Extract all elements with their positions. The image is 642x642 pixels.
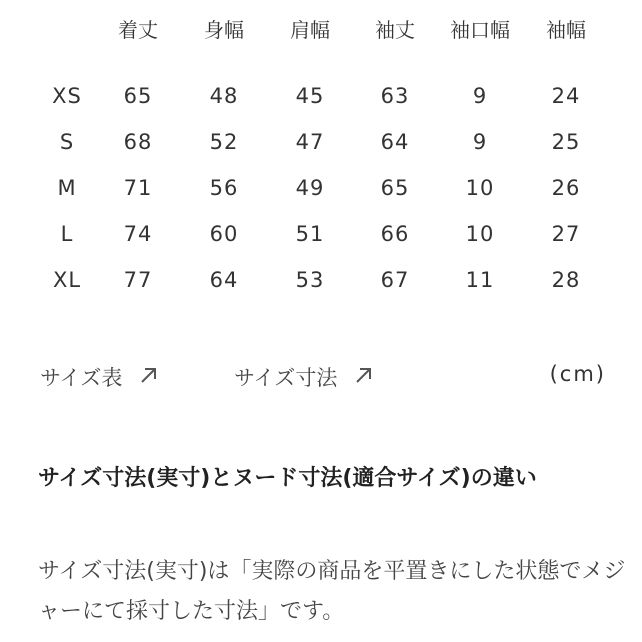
table-cell: 25 xyxy=(551,130,581,154)
table-cell: 56 xyxy=(209,176,239,200)
table-cell: 27 xyxy=(551,222,581,246)
size-chart-link-label: サイズ表 xyxy=(40,366,123,390)
size-chart-link[interactable] xyxy=(40,362,160,392)
table-header-cell: 肩幅 xyxy=(290,18,330,42)
size-measurements-link-label: サイズ寸法 xyxy=(234,366,338,390)
table-cell: 67 xyxy=(380,268,410,292)
size-measurements-link[interactable] xyxy=(234,362,375,392)
section-body: サイズ寸法(実寸)は「実際の商品を平置きにした状態でメジャーにて採寸した寸法」です。 xyxy=(38,559,626,624)
size-label: XL xyxy=(52,268,82,292)
links-row xyxy=(0,362,642,402)
table-cell: 11 xyxy=(465,268,495,292)
table-cell: 28 xyxy=(551,268,581,292)
table-cell: 45 xyxy=(295,84,325,108)
table-cell: 63 xyxy=(380,84,410,108)
table-header-cell: 袖丈 xyxy=(375,18,415,42)
table-cell: 60 xyxy=(209,222,239,246)
table-cell: 66 xyxy=(380,222,410,246)
table-cell: 77 xyxy=(123,268,153,292)
arrow-up-right-icon xyxy=(353,364,375,391)
table-cell: 26 xyxy=(551,176,581,200)
size-label: XS xyxy=(52,84,82,108)
table-cell: 51 xyxy=(295,222,325,246)
table-cell: 65 xyxy=(380,176,410,200)
table-cell: 71 xyxy=(123,176,153,200)
size-label: S xyxy=(59,130,75,154)
table-cell: 53 xyxy=(295,268,325,292)
table-header-cell: 袖口幅 xyxy=(450,18,510,42)
arrow-up-right-icon xyxy=(138,364,160,391)
table-cell: 64 xyxy=(380,130,410,154)
table-header-cell: 袖幅 xyxy=(546,18,586,42)
size-label: L xyxy=(60,222,74,246)
table-cell: 9 xyxy=(472,130,488,154)
size-label: M xyxy=(57,176,77,200)
table-cell: 48 xyxy=(209,84,239,108)
table-cell: 47 xyxy=(295,130,325,154)
table-cell: 52 xyxy=(209,130,239,154)
table-cell: 9 xyxy=(472,84,488,108)
table-cell: 24 xyxy=(551,84,581,108)
section-heading: サイズ寸法(実寸)とヌード寸法(適合サイズ)の違い xyxy=(38,466,537,491)
table-header-cell: 着丈 xyxy=(118,18,158,42)
table-cell: 68 xyxy=(123,130,153,154)
table-cell: 74 xyxy=(123,222,153,246)
table-cell: 64 xyxy=(209,268,239,292)
table-cell: 65 xyxy=(123,84,153,108)
table-cell: 49 xyxy=(295,176,325,200)
table-header-cell: 身幅 xyxy=(204,18,244,42)
table-cell: 10 xyxy=(465,222,495,246)
table-cell: 10 xyxy=(465,176,495,200)
unit-label: (cm) xyxy=(549,362,606,386)
